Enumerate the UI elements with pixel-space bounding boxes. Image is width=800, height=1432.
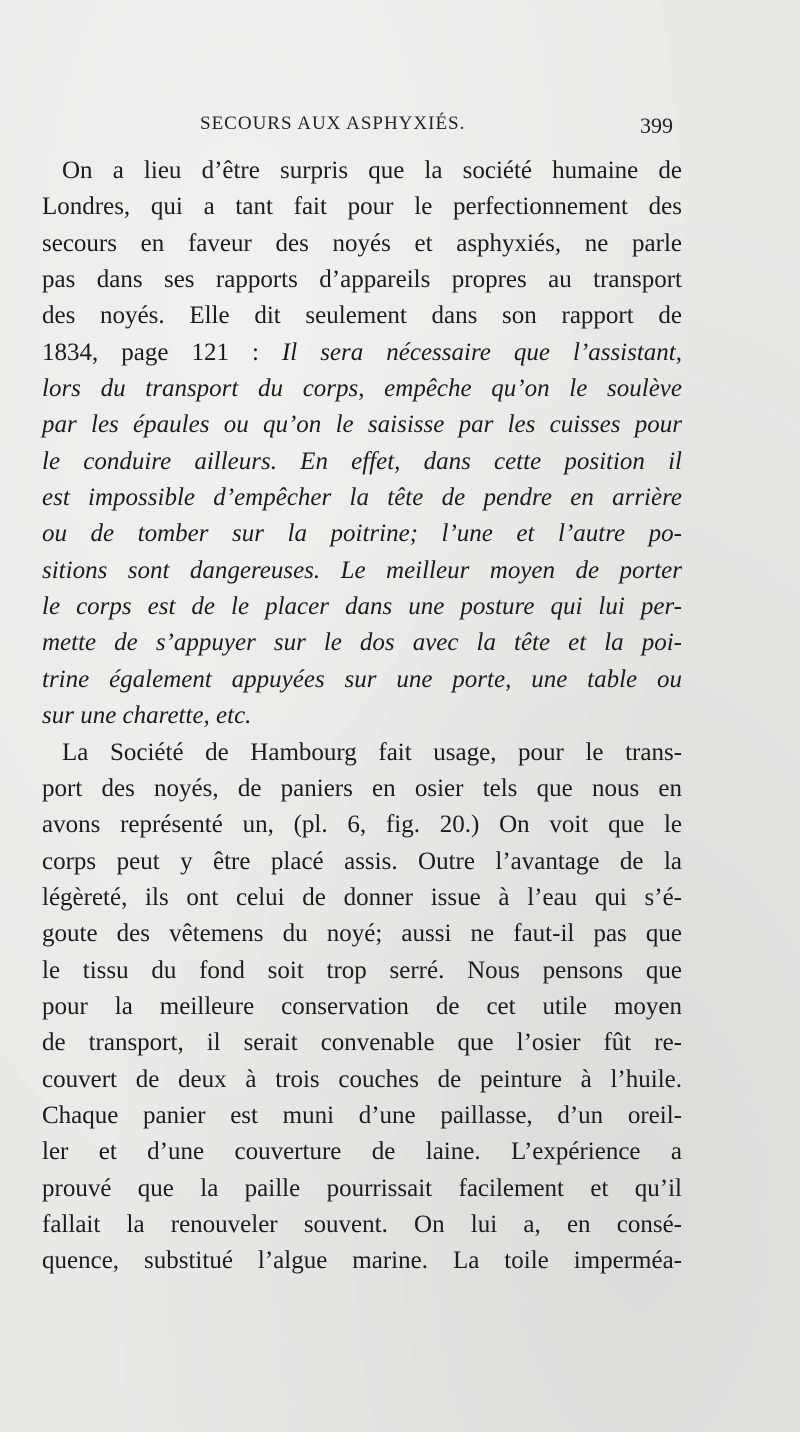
text-line: goute des vêtemens du noyé; aussi ne faut-il pas que xyxy=(42,920,682,948)
text-line xyxy=(42,335,682,371)
text-line: Chaque panier est muni d’une paillasse, d’un oreil- xyxy=(42,1101,682,1129)
page-header xyxy=(0,113,800,143)
text-line: légèreté, ils ont celui de donner issue à l’eau qui s’é- xyxy=(42,883,682,911)
text-line: ler et d’une couverture de laine. L’expérience a xyxy=(42,1138,682,1166)
text-line-roman: 1834, page 121 : xyxy=(42,338,282,366)
text-line: le tissu du fond soit trop serré. Nous pensons que xyxy=(42,956,682,984)
text-line: Londres, qui a tant fait pour le perfectionnement des xyxy=(42,193,682,221)
text-line: trine également appuyées sur une porte, une table ou xyxy=(42,665,682,693)
text-line: pour la meilleure conservation de cet utile moyen xyxy=(42,992,682,1020)
text-line: corps peut y être placé assis. Outre l’avantage de la xyxy=(42,847,682,875)
text-line: par les épaules ou qu’on le saisisse par les cuisses pour xyxy=(42,411,682,439)
text-line: lors du transport du corps, empêche qu’on le soulève xyxy=(42,375,682,403)
body-text xyxy=(42,153,682,1280)
text-line: des noyés. Elle dit seulement dans son rapport de xyxy=(42,302,682,330)
text-line: sur une charette, etc. xyxy=(42,702,252,730)
text-line: La Société de Hambourg fait usage, pour le trans- xyxy=(62,738,682,766)
text-line: ou de tomber sur la poitrine; l’une et l’autre po- xyxy=(42,520,682,548)
running-title: SECOURS AUX ASPHYXIÉS. xyxy=(200,113,466,134)
text-line: avons représenté un, (pl. 6, fig. 20.) On voit que le xyxy=(42,811,682,839)
text-line: prouvé que la paille pourrissait facilement et qu’il xyxy=(42,1174,682,1202)
text-line: secours en faveur des noyés et asphyxiés, ne parle xyxy=(42,229,682,257)
text-line: couvert de deux à trois couches de peinture à l’huile. xyxy=(42,1065,682,1093)
text-line: le conduire ailleurs. En effet, dans cette position il xyxy=(42,447,682,475)
text-line: port des noyés, de paniers en osier tels que nous en xyxy=(42,774,682,802)
text-line: de transport, il serait convenable que l’osier fût re- xyxy=(42,1029,682,1057)
page-number: 399 xyxy=(640,113,673,138)
text-line: fallait la renouveler souvent. On lui a, en consé- xyxy=(42,1210,682,1238)
text-line: est impossible d’empêcher la tête de pendre en arrière xyxy=(42,484,682,512)
text-line: On a lieu d’être surpris que la société humaine de xyxy=(62,157,682,184)
text-line: pas dans ses rapports d’appareils propres au transport xyxy=(42,266,682,294)
text-line: sitions sont dangereuses. Le meilleur moyen de porter xyxy=(42,556,682,584)
text-line-italic: Il sera nécessaire que l’assistant, xyxy=(281,338,683,366)
text-line: mette de s’appuyer sur le dos avec la tête et la poi- xyxy=(42,629,682,657)
text-line: quence, substitué l’algue marine. La toile imperméa- xyxy=(42,1247,682,1275)
text-line: le corps est de le placer dans une posture qui lui per- xyxy=(42,593,682,621)
